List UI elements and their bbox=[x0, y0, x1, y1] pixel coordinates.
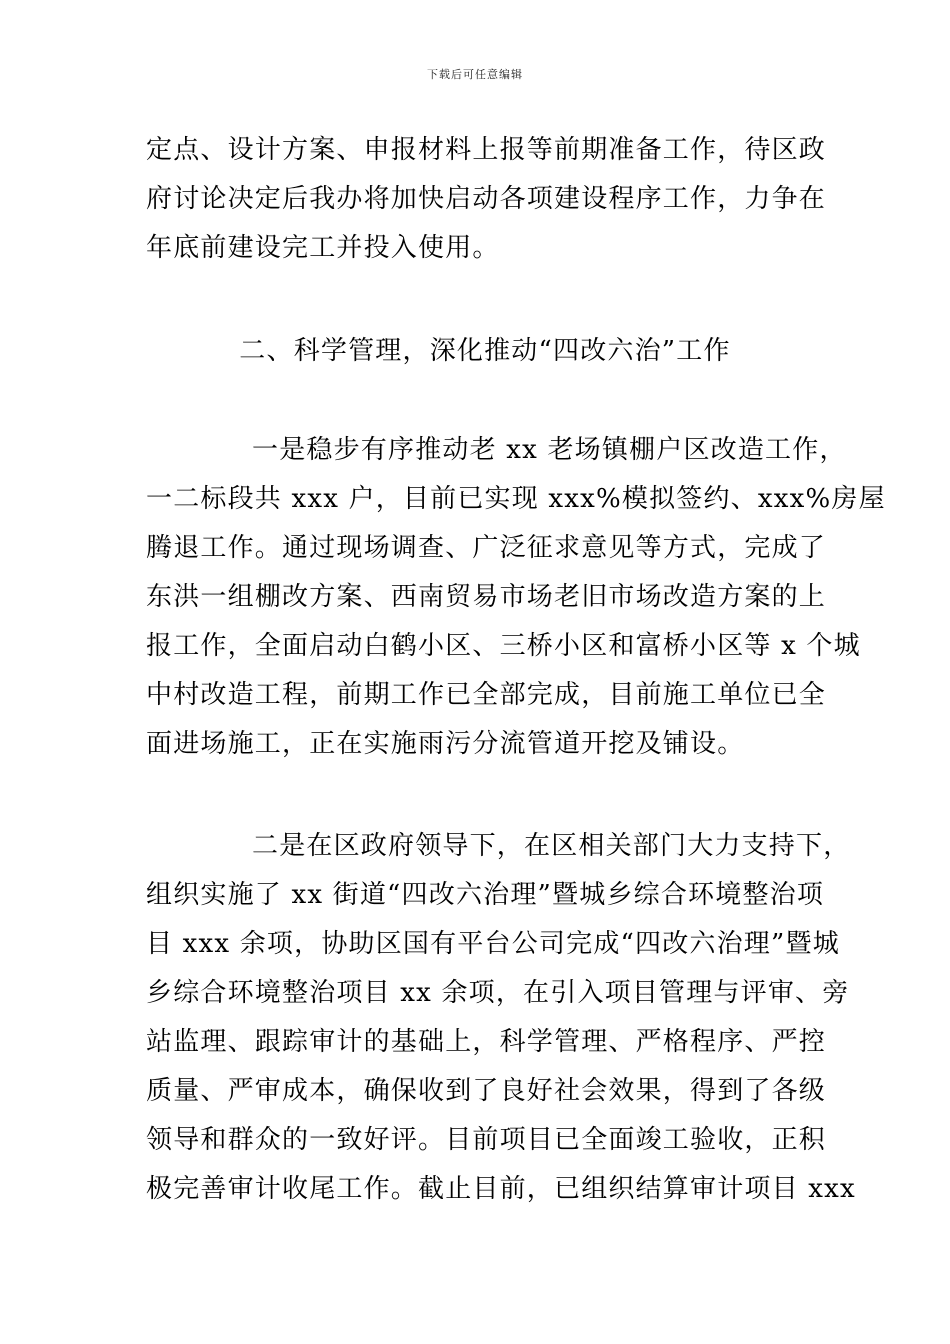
paragraph-line: 报工作，全面启动白鹤小区、三桥小区和富桥小区等 x 个城 bbox=[146, 631, 861, 661]
paragraph-two bbox=[146, 822, 856, 1214]
paragraph-line: 站监理、跟踪审计的基础上，科学管理、严格程序、严控 bbox=[146, 1027, 827, 1057]
paragraph-line: 组织实施了 xx 街道“四改六治理”暨城乡综合环境整治项 bbox=[146, 880, 825, 910]
paragraph-line: 领导和群众的一致好评。目前项目已全面竣工验收，正积 bbox=[146, 1125, 827, 1155]
paragraph-line: 面进场施工，正在实施雨污分流管道开挖及铺设。 bbox=[146, 729, 745, 759]
paragraph-line: 东洪一组棚改方案、西南贸易市场老旧市场改造方案的上 bbox=[146, 582, 827, 612]
download-note: 下载后可任意编辑 bbox=[427, 68, 523, 81]
paragraph-line: 二是在区政府领导下，在区相关部门大力支持下， bbox=[252, 831, 851, 861]
paragraph-line: 一是稳步有序推动老 xx 老场镇棚户区改造工作， bbox=[252, 435, 847, 465]
paragraph-line: 极完善审计收尾工作。截止目前，已组织结算审计项目 xxx bbox=[146, 1174, 856, 1204]
paragraph-one bbox=[146, 426, 886, 769]
paragraph-line: 质量、严审成本，确保收到了良好社会效果，得到了各级 bbox=[146, 1076, 827, 1106]
paragraph-line: 乡综合环境整治项目 xx 余项，在引入项目管理与评审、旁 bbox=[146, 978, 850, 1008]
paragraph-line: 中村改造工程，前期工作已全部完成，目前施工单位已全 bbox=[146, 680, 827, 710]
paragraph-line: 府讨论决定后我办将加快启动各项建设程序工作，力争在 bbox=[146, 184, 827, 214]
paragraph-line: 腾退工作。通过现场调查、广泛征求意见等方式，完成了 bbox=[146, 533, 827, 563]
intro-paragraph bbox=[146, 126, 827, 273]
section-heading: 二、科学管理，深化推动“四改六治”工作 bbox=[239, 336, 731, 366]
paragraph-line: 一二标段共 xxx 户，目前已实现 xxx%模拟签约、xxx%房屋 bbox=[146, 484, 886, 514]
paragraph-line: 目 xxx 余项，协助区国有平台公司完成“四改六治理”暨城 bbox=[146, 929, 840, 959]
paragraph-line: 定点、设计方案、申报材料上报等前期准备工作，待区政 bbox=[146, 135, 827, 165]
paragraph-line: 年底前建设完工并投入使用。 bbox=[146, 233, 500, 263]
